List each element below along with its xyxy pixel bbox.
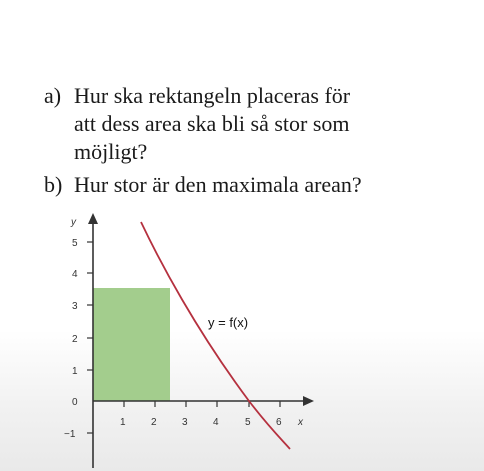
x-axis-arrow	[303, 396, 314, 406]
question-a-line-2: att dess area ska bli så stor som	[74, 111, 350, 136]
inscribed-rectangle	[93, 288, 170, 401]
y-tick-label-3: 3	[72, 301, 78, 312]
curve-label: y = f(x)	[208, 315, 249, 330]
y-axis-arrow	[88, 213, 98, 224]
y-tick-label-minus-1: −1	[64, 429, 76, 440]
y-tick-label-1: 1	[72, 366, 78, 377]
question-b-line-1: Hur stor är den maximala arean?	[74, 172, 362, 197]
question-a-letter: a)	[44, 83, 62, 108]
y-tick-label-5: 5	[72, 238, 78, 249]
x-axis-label: x	[298, 417, 303, 428]
x-tick-label-2: 2	[151, 417, 157, 428]
question-a-line-1: Hur ska rektangeln placeras för	[74, 83, 351, 108]
y-tick-label-4: 4	[72, 269, 78, 280]
x-tick-label-1: 1	[120, 417, 126, 428]
y-axis-label: y	[71, 217, 76, 228]
y-tick-label-0: 0	[72, 397, 78, 408]
y-tick-label-2: 2	[72, 334, 78, 345]
x-tick-label-3: 3	[182, 417, 188, 428]
y-ticks	[87, 242, 93, 433]
x-ticks	[124, 401, 280, 407]
x-tick-label-5: 5	[245, 417, 251, 428]
x-tick-label-6: 6	[276, 417, 282, 428]
x-tick-label-4: 4	[213, 417, 219, 428]
question-a-line-3: möjligt?	[74, 139, 148, 164]
question-b-letter: b)	[44, 172, 63, 197]
